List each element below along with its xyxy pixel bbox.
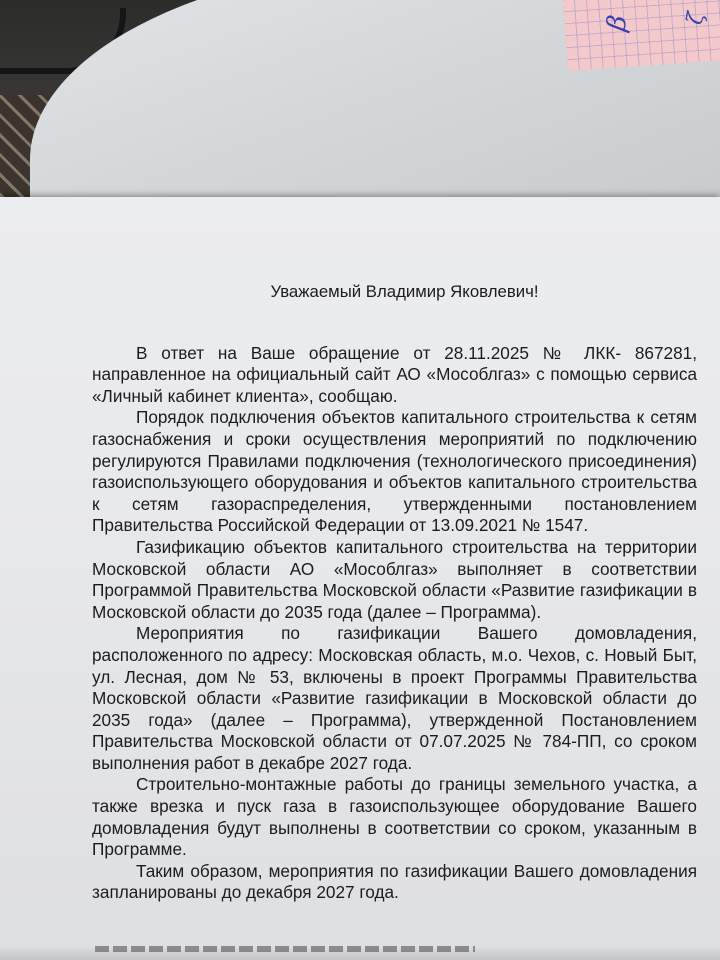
greeting: Уважаемый Владимир Яковлевич! bbox=[270, 282, 539, 301]
sticky-note bbox=[563, 0, 720, 71]
sticky-note-scribble: β bbox=[601, 12, 634, 34]
paragraph: Порядок подключения объектов капитального строительства к сетям газоснабжения и сроки осуществления мероприятий по подключению регулируются Правилами подключения (технологического присоединения) газоиспользующего оборудования и объектов капитального строительства к сетям газораспределения, утвержденными постановлением Правительства Российской Федерации от 13.09.2021 № 1547. bbox=[92, 407, 697, 536]
sticky-note-scribble: ζ bbox=[682, 10, 710, 27]
paragraph: Газификацию объектов капитального строительства на территории Московской области АО «Мособлгаз» выполняет в соответствии Программой Правительства Московской области «Развитие газификации в Московской области до 2035 года (далее – Программа). bbox=[92, 536, 697, 622]
cut-off-text-line bbox=[95, 946, 475, 952]
paragraph: Мероприятия по газификации Вашего домовладения, расположенного по адресу: Московская область, м.о. Чехов, с. Новый Быт, ул. Лесная, дом № 53, включены в проект Программы Правительства Московской области «Развитие газификации в Московской области до 2035 года» (далее – Программа), утвержденной Постановлением Правительства Московской области от 07.07.2025 № 784-ПП, со сроком выполнения работ в декабре 2027 года. bbox=[92, 623, 697, 773]
paragraph: В ответ на Ваше обращение от 28.11.2025 № ЛКК- 867281, направленное на официальный сайт АО «Мособлгаз» с помощью сервиса «Личный кабинет клиента», сообщаю. bbox=[92, 342, 697, 406]
paragraph: Строительно-монтажные работы до границы земельного участка, а также врезка и пуск газа в газоиспользующее оборудование Вашего домовладения будут выполнены в соответствии со сроком, указанным в Программе. bbox=[92, 774, 697, 860]
letter-body bbox=[92, 281, 697, 904]
paragraph: Таким образом, мероприятия по газификации Вашего домовладения запланированы до декабря 2027 года. bbox=[92, 860, 697, 903]
